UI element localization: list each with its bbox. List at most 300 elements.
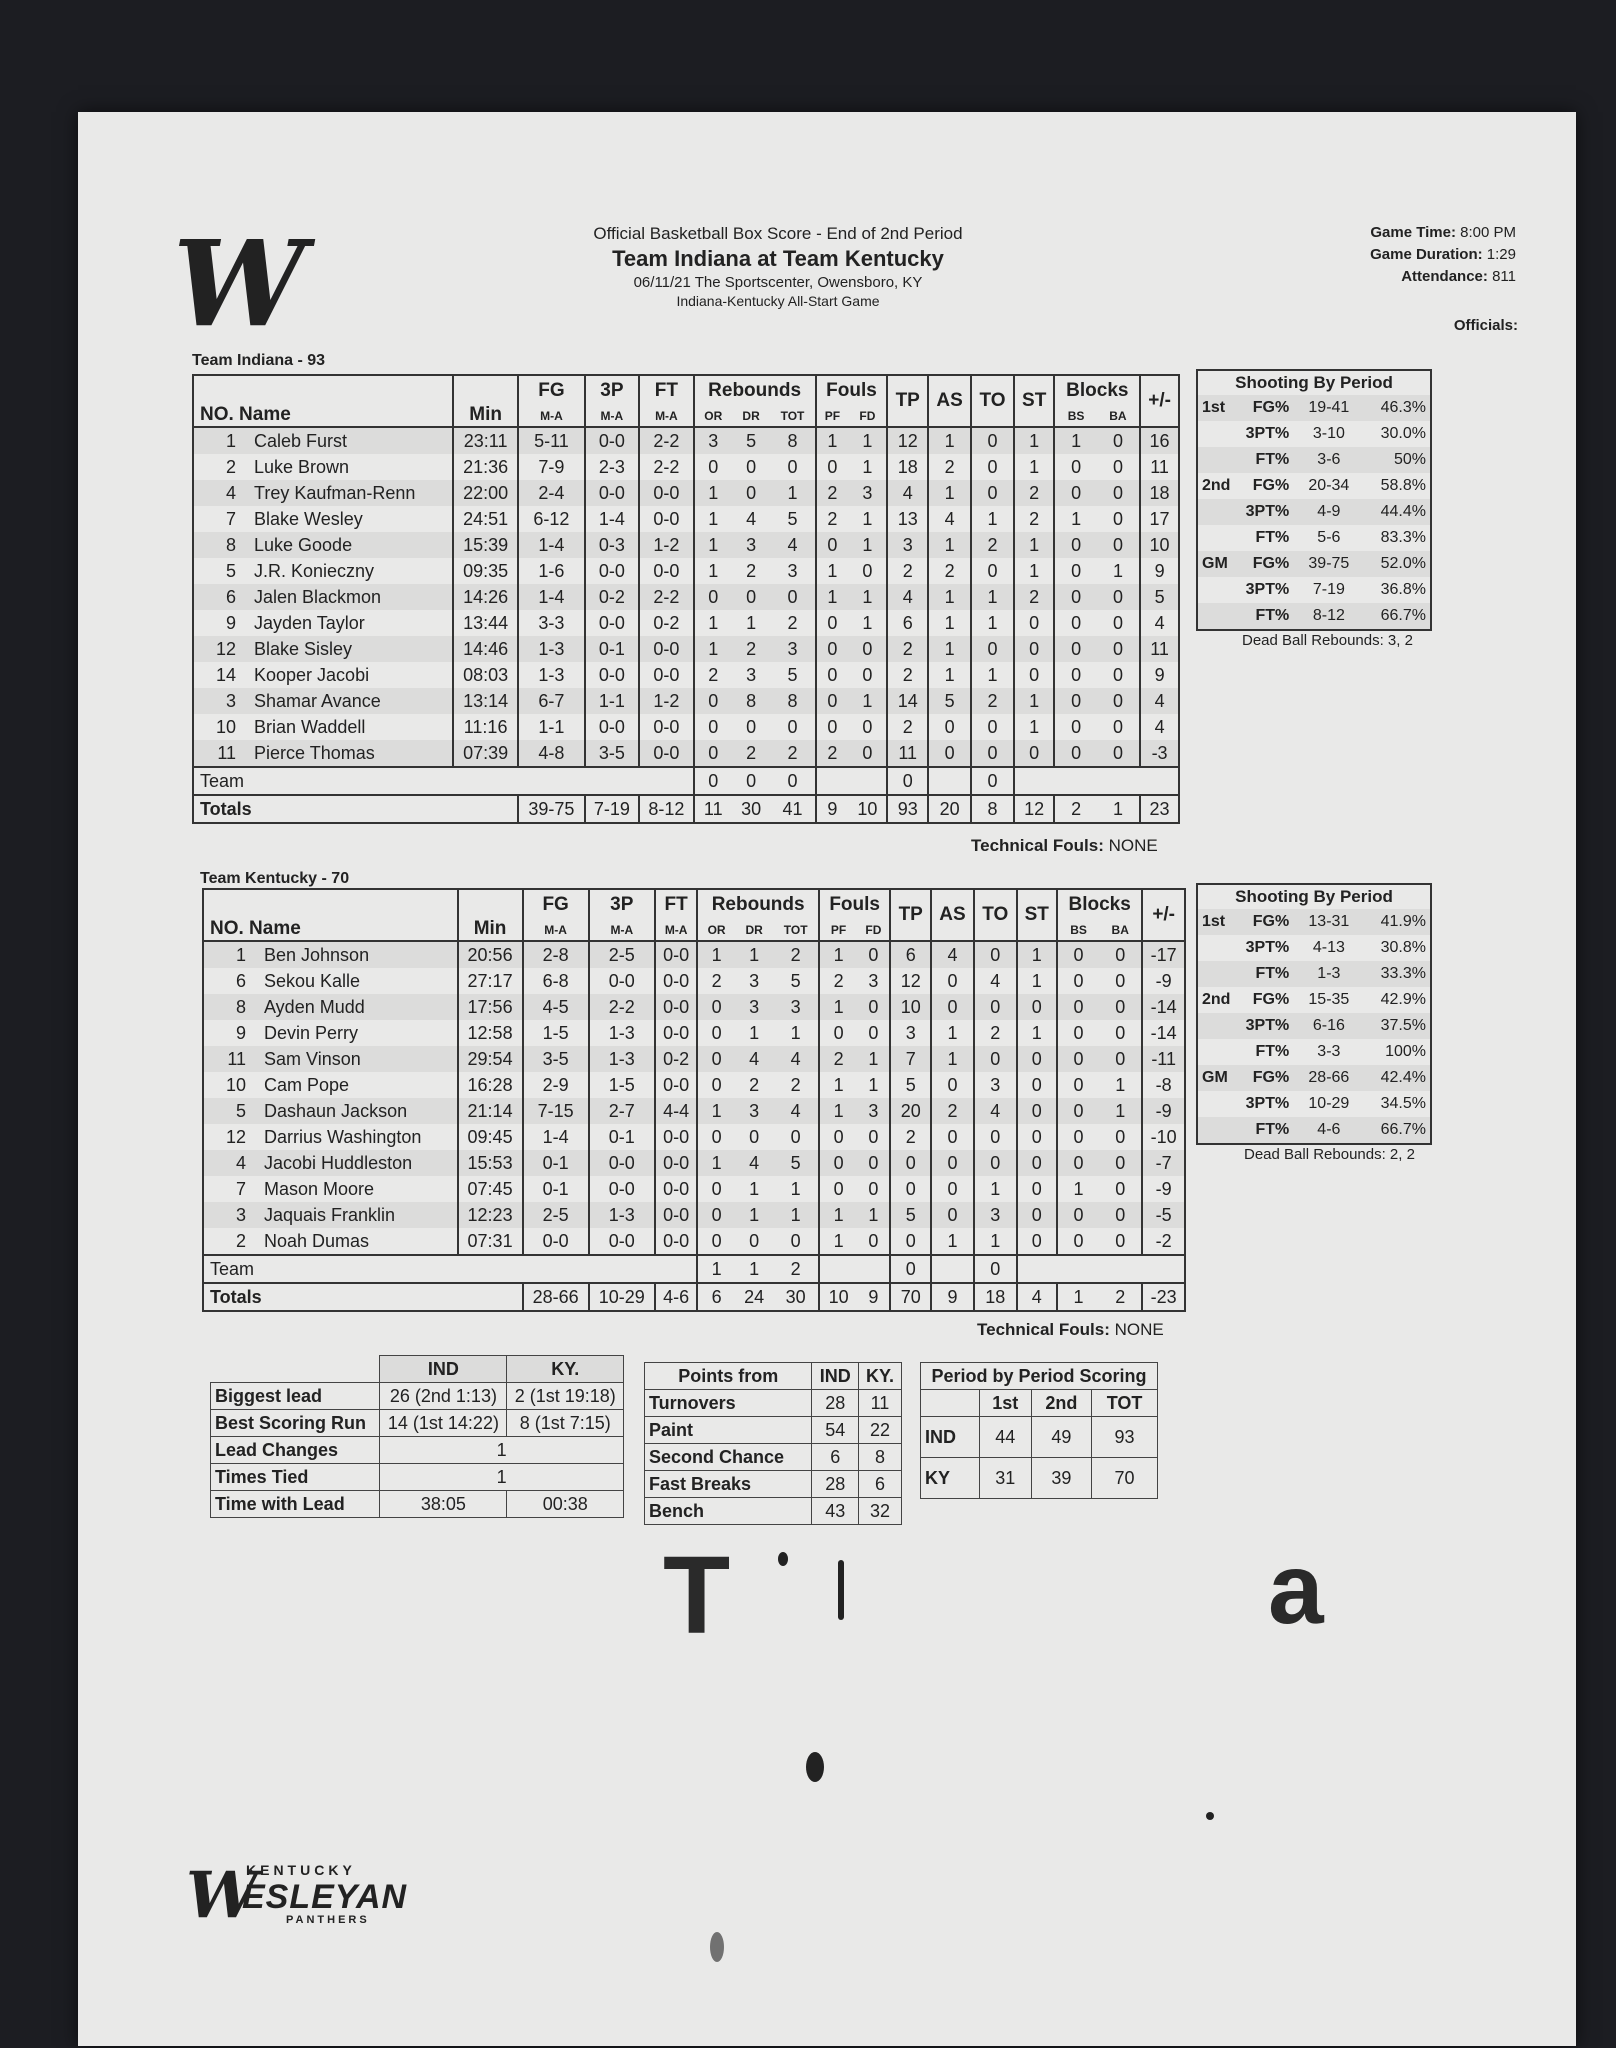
player-name: Darrius Washington <box>254 1124 458 1150</box>
event-name: Indiana-Kentucky All-Start Game <box>676 293 880 309</box>
col-bs: BS <box>1067 409 1085 423</box>
stat-cell: 1 <box>971 662 1014 688</box>
stat-cell: 0 <box>1097 532 1140 558</box>
col-min: Min <box>453 375 518 427</box>
stat-cell: 1 <box>774 1176 819 1202</box>
team-row-label: Team <box>193 767 694 795</box>
stat-cell: 0-0 <box>589 1176 655 1202</box>
stat-cell: 3-5 <box>523 1046 589 1072</box>
stat-cell: 0 <box>1054 636 1096 662</box>
stat-cell: 0-1 <box>589 1124 655 1150</box>
col-ft: FT <box>639 375 694 406</box>
totals-cell: 41 <box>770 795 815 823</box>
player-row <box>193 688 1179 714</box>
sbp-title: Shooting By Period <box>1235 887 1393 906</box>
sbp-title: Shooting By Period <box>1235 373 1393 392</box>
stat-cell: 2 <box>732 636 771 662</box>
wesleyan-w-logo: W <box>173 214 306 353</box>
indiana-technical-fouls <box>971 836 1158 856</box>
stat-cell: 1 <box>735 941 774 968</box>
stat-cell: 1 <box>928 636 971 662</box>
stat-cell: 0 <box>1097 610 1140 636</box>
stat-cell: 0-0 <box>523 1228 589 1255</box>
stat-cell: 1 <box>857 1046 890 1072</box>
stat-cell: 1 <box>928 584 971 610</box>
period-score: 49 <box>1031 1417 1091 1458</box>
stat-cell: 4 <box>203 1150 254 1176</box>
stat-cell: 0 <box>1014 610 1055 636</box>
stat-cell: 1 <box>1071 508 1082 529</box>
sbp-period <box>1198 421 1234 447</box>
empty-cell <box>819 1255 891 1283</box>
totals-cell: 24 <box>735 1283 774 1311</box>
stat-cell: 0 <box>819 1150 857 1176</box>
stat-cell: 0 <box>1099 1176 1142 1202</box>
indiana-dead-ball: Dead Ball Rebounds: 3, 2 <box>1242 632 1413 649</box>
stat-cell: 3 <box>749 970 760 991</box>
period-score: 39 <box>1031 1458 1091 1499</box>
stat-cell: -8 <box>1155 1074 1172 1095</box>
stat-cell: 2 <box>971 532 1014 558</box>
sbp-ma: 3-6 <box>1317 451 1341 468</box>
col-rebounds: Rebounds <box>694 375 816 406</box>
stat-cell: 1 <box>928 427 971 454</box>
stat-cell: 0 <box>774 1124 819 1150</box>
player-name: Luke Brown <box>244 454 453 480</box>
stat-cell: 8 <box>732 688 771 714</box>
stat-cell: 6-7 <box>518 688 584 714</box>
sbp-row <box>1198 525 1430 551</box>
sbp-row <box>1198 1013 1430 1039</box>
stat-cell: 12 <box>225 1126 246 1147</box>
stat-cell: 0 <box>816 532 849 558</box>
stat-cell: 2 <box>833 970 844 991</box>
col-no-name: NO. Name <box>203 889 458 941</box>
ink-stain <box>778 1552 788 1566</box>
col-bs: BS <box>1070 923 1087 937</box>
stat-cell: 1 <box>928 610 971 636</box>
stat-cell: 7 <box>890 1046 930 1072</box>
totals-cell: 39-75 <box>518 795 584 823</box>
stat-cell: 0 <box>928 740 971 767</box>
sbp-kind: FT% <box>1255 607 1290 624</box>
game-title: Team Indiana at Team Kentucky <box>612 246 944 271</box>
points-from-row <box>645 1498 902 1525</box>
stat-cell: 1 <box>848 584 887 610</box>
stat-cell: 0 <box>1017 1124 1057 1150</box>
stat-cell: 4 <box>735 1150 774 1176</box>
stat-cell: 1 <box>203 941 254 968</box>
team-tp: 0 <box>887 767 928 795</box>
sbp-kind: FT% <box>1255 529 1290 546</box>
stat-cell: 0 <box>711 1022 722 1043</box>
stat-cell: 2 <box>819 1046 857 1072</box>
ps-h1: 1st <box>979 1390 1031 1417</box>
stat-cell: 4 <box>887 584 928 610</box>
player-name: Jalen Blackmon <box>244 584 453 610</box>
totals-cell: 9 <box>816 795 849 823</box>
col-3p: 3P <box>585 375 640 406</box>
stat-cell: 0 <box>1057 1046 1099 1072</box>
player-name: Ben Johnson <box>254 941 458 968</box>
player-name: Jaquais Franklin <box>254 1202 458 1228</box>
col-ma: M-A <box>523 920 589 941</box>
stat-cell: 0 <box>971 636 1014 662</box>
attendance: 811 <box>1492 268 1516 285</box>
player-name: Ayden Mudd <box>254 994 458 1020</box>
stat-cell: 0 <box>1073 970 1084 991</box>
empty-cell <box>1014 767 1179 795</box>
sbp-pct: 83.3% <box>1380 529 1426 546</box>
stat-cell: 1 <box>1014 454 1055 480</box>
sbp-row <box>1198 1117 1430 1143</box>
stat-cell: 1 <box>1054 427 1096 454</box>
team-tp: 0 <box>890 1255 930 1283</box>
stat-cell: 1 <box>697 1098 734 1124</box>
stat-cell: 2-8 <box>523 941 589 968</box>
stat-cell: 12 <box>193 636 244 662</box>
col-st: ST <box>1017 889 1057 941</box>
team-dr: 0 <box>732 767 771 795</box>
stat-cell: 16:28 <box>458 1072 523 1098</box>
stat-cell: 2 <box>774 941 819 968</box>
stat-cell: 0 <box>1097 636 1140 662</box>
stat-cell: 0-0 <box>655 1228 698 1255</box>
points-from-ky: 32 <box>858 1498 901 1525</box>
stat-cell: 3 <box>770 558 815 584</box>
sbp-row <box>1198 473 1430 499</box>
stat-cell: 23:11 <box>453 427 518 454</box>
stat-cell: 0 <box>1099 1150 1142 1176</box>
stat-cell: 0 <box>697 994 734 1020</box>
empty-cell <box>1017 1255 1186 1283</box>
wesleyan-w: W <box>186 1858 258 1933</box>
col-as: AS <box>931 889 974 941</box>
stat-cell: 11 <box>1140 636 1179 662</box>
player-row <box>203 1202 1185 1228</box>
sbp-ma: 4-9 <box>1317 503 1341 520</box>
kentucky-title: Team Kentucky - 70 <box>200 870 350 887</box>
stat-cell: 0 <box>833 1178 844 1199</box>
stat-cell: 0 <box>1054 480 1096 506</box>
stat-cell: 2 <box>928 558 971 584</box>
game-time-label: Game Time: <box>1370 224 1456 241</box>
stat-cell: 08:03 <box>453 662 518 688</box>
game-stat-row <box>211 1383 624 1410</box>
col-pf: PF <box>830 923 847 937</box>
stat-cell: 1 <box>971 506 1014 532</box>
stat-cell: 0 <box>1097 740 1140 767</box>
stat-cell: 2 <box>928 454 971 480</box>
col-min: Min <box>458 889 523 941</box>
stat-cell: 0-0 <box>639 636 694 662</box>
sbp-pct: 36.8% <box>1380 581 1426 598</box>
game-stat-label: Time with Lead <box>211 1491 380 1518</box>
stat-cell: 7 <box>235 1178 246 1199</box>
player-row <box>203 994 1185 1020</box>
big-letter-a: a <box>1268 1533 1324 1645</box>
stat-cell: 0 <box>1017 1150 1057 1176</box>
stat-cell: 14 <box>887 688 928 714</box>
team-tot: 2 <box>774 1255 819 1283</box>
stat-cell: 0-0 <box>585 662 640 688</box>
player-row <box>203 1176 1185 1202</box>
points-from-label: Fast Breaks <box>645 1471 812 1498</box>
stat-cell: 0 <box>816 636 849 662</box>
game-time: 8:00 PM <box>1460 224 1516 241</box>
col-no-name: NO. Name <box>193 375 453 427</box>
sbp-row <box>1198 603 1430 629</box>
stat-cell: 0 <box>857 941 890 968</box>
col-or: OR <box>704 409 723 423</box>
stat-cell: 7-15 <box>523 1098 589 1124</box>
player-name: Pierce Thomas <box>244 740 453 767</box>
stat-cell: 0 <box>890 1228 930 1255</box>
player-row <box>193 532 1179 558</box>
game-stat-ky: 2 (1st 19:18) <box>507 1383 624 1410</box>
stat-cell: 0-2 <box>655 1046 698 1072</box>
indiana-shooting-by-period <box>1196 369 1432 631</box>
stat-cell: 2 <box>711 970 722 991</box>
player-row <box>193 740 1179 767</box>
stat-cell: 4 <box>193 480 244 506</box>
stat-cell: 07:31 <box>458 1228 523 1255</box>
stat-cell: 2 <box>732 740 771 767</box>
stat-cell: 5 <box>732 427 771 454</box>
sbp-ma: 19-41 <box>1308 399 1350 416</box>
col-pf: PF <box>824 409 841 423</box>
stat-cell: 0 <box>827 664 838 685</box>
stat-cell: 0 <box>1017 994 1057 1020</box>
stat-cell: 2 <box>887 558 928 584</box>
period-score: 70 <box>1092 1458 1158 1499</box>
stat-cell: 1 <box>816 584 849 610</box>
game-stat-ind: 26 (2nd 1:13) <box>380 1383 507 1410</box>
stat-cell: 0 <box>1073 1126 1084 1147</box>
stat-cell: 0 <box>1017 1228 1057 1255</box>
stat-cell: 3 <box>746 664 757 685</box>
stat-cell: 4 <box>770 532 815 558</box>
stat-cell: 0 <box>1073 1230 1084 1251</box>
stat-cell: 0-0 <box>589 1228 655 1255</box>
pf-h-ind: IND <box>812 1363 859 1390</box>
sbp-period <box>1198 935 1234 961</box>
game-stat-value: 1 <box>380 1464 624 1491</box>
stat-cell: 1 <box>770 480 815 506</box>
player-name: Sam Vinson <box>254 1046 458 1072</box>
stat-cell: 0 <box>746 456 757 477</box>
stat-cell: 0 <box>890 1150 930 1176</box>
stat-cell: 20 <box>890 1098 930 1124</box>
totals-cell: 30 <box>774 1283 819 1311</box>
col-to: TO <box>974 889 1017 941</box>
points-from-ky: 11 <box>858 1390 901 1417</box>
pf-h-label: Points from <box>645 1363 812 1390</box>
period-score: 44 <box>979 1417 1031 1458</box>
stat-cell: 2 <box>816 480 849 506</box>
stat-cell: 16 <box>1140 427 1179 454</box>
stat-cell: 3 <box>857 968 890 994</box>
stat-cell: 2 <box>887 636 928 662</box>
stat-cell: 0 <box>694 740 732 767</box>
stat-cell: 6-8 <box>523 968 589 994</box>
header-center <box>518 224 1038 309</box>
stat-cell: 0 <box>857 1124 890 1150</box>
stat-cell: 13:44 <box>453 610 518 636</box>
col-fouls: Fouls <box>819 889 891 920</box>
stat-cell: 0 <box>1017 1046 1057 1072</box>
player-name: Kooper Jacobi <box>244 662 453 688</box>
stat-cell: 0 <box>1073 1022 1084 1043</box>
col-tot: TOT <box>774 920 819 941</box>
stat-cell: 0 <box>749 1230 760 1251</box>
stat-cell: 2-2 <box>639 454 694 480</box>
sbp-pct: 52.0% <box>1380 555 1426 572</box>
sbp-period <box>1198 1091 1234 1117</box>
points-from-label: Paint <box>645 1417 812 1444</box>
game-stats-table <box>210 1355 624 1518</box>
kentucky-word: KENTUCKY <box>246 1862 356 1878</box>
sbp-pct: 42.9% <box>1380 991 1426 1008</box>
stat-cell: 1 <box>1014 427 1055 454</box>
stat-cell: 10 <box>225 1074 246 1095</box>
col-ma: M-A <box>518 406 584 427</box>
technical-value: NONE <box>1108 836 1158 855</box>
game-stat-row <box>211 1437 624 1464</box>
technical-label: Technical Fouls: <box>971 836 1104 855</box>
sbp-row <box>1198 499 1430 525</box>
stat-cell: 0 <box>931 1202 974 1228</box>
stat-cell: 0-1 <box>523 1176 589 1202</box>
stat-cell: 0-2 <box>585 584 640 610</box>
stat-cell: 1 <box>697 1150 734 1176</box>
stat-cell: 1-5 <box>523 1020 589 1046</box>
stat-cell: 2 <box>708 664 719 685</box>
stat-cell: 0-2 <box>639 610 694 636</box>
sbp-kind: FT% <box>1255 1043 1290 1060</box>
totals-cell: 1 <box>1097 795 1140 823</box>
stat-cell: 2-5 <box>523 1202 589 1228</box>
totals-cell: 12 <box>1014 795 1055 823</box>
totals-cell: 10 <box>848 795 887 823</box>
totals-cell: 4 <box>1017 1283 1057 1311</box>
ink-stain <box>710 1932 724 1962</box>
stat-cell: 2-5 <box>589 941 655 968</box>
sbp-ma: 8-12 <box>1312 607 1345 624</box>
stat-cell: 1 <box>816 427 849 454</box>
stat-cell: 2 <box>931 1098 974 1124</box>
stat-cell: 0 <box>1099 941 1142 968</box>
team-to: 0 <box>974 1255 1017 1283</box>
totals-cell: 10-29 <box>589 1283 655 1311</box>
player-name: Devin Perry <box>254 1020 458 1046</box>
stat-cell: 0 <box>732 480 771 506</box>
stat-cell: 9 <box>225 612 236 633</box>
empty-cell <box>928 767 971 795</box>
sbp-row <box>1198 1065 1430 1091</box>
stat-cell: 2 <box>770 610 815 636</box>
totals-cell: 18 <box>974 1283 1017 1311</box>
sbp-ma: 6-16 <box>1312 1017 1345 1034</box>
stat-cell: 0 <box>1054 584 1096 610</box>
kentucky-dead-ball: Dead Ball Rebounds: 2, 2 <box>1244 1146 1415 1163</box>
stat-cell: 0-0 <box>639 662 694 688</box>
game-stat-row <box>211 1410 624 1437</box>
game-stat-ky: 00:38 <box>507 1491 624 1518</box>
points-from-row <box>645 1471 902 1498</box>
stat-cell: 3 <box>890 1020 930 1046</box>
player-name: Shamar Avance <box>244 688 453 714</box>
stat-cell: 4-8 <box>518 740 584 767</box>
stat-cell: 1 <box>697 941 734 968</box>
sbp-pct: 100% <box>1385 1043 1426 1060</box>
stat-cell: 22:00 <box>453 480 518 506</box>
stat-cell: 1 <box>848 506 887 532</box>
stat-cell: 3 <box>848 480 887 506</box>
stat-cell: 1 <box>749 1022 760 1043</box>
stat-cell: 0 <box>1099 994 1142 1020</box>
stat-cell: 8 <box>770 427 815 454</box>
sbp-period <box>1198 1117 1234 1143</box>
stat-cell: 0 <box>1099 1202 1142 1228</box>
game-stat-label: Biggest lead <box>211 1383 380 1410</box>
col-fouls: Fouls <box>816 375 888 406</box>
stat-cell: 11 <box>203 1046 254 1072</box>
stat-cell: 1 <box>708 508 719 529</box>
stat-cell: 10 <box>215 716 236 737</box>
period-scoring-table <box>920 1362 1158 1499</box>
stat-cell: -14 <box>1150 1022 1177 1043</box>
col-to: TO <box>971 375 1014 427</box>
totals-cell: 70 <box>890 1283 930 1311</box>
stat-cell: 1-1 <box>585 688 640 714</box>
player-row <box>193 480 1179 506</box>
stat-cell: 0 <box>848 740 887 767</box>
stat-cell: 14:26 <box>453 584 518 610</box>
player-name: Noah Dumas <box>254 1228 458 1255</box>
period-score: 31 <box>979 1458 1031 1499</box>
stat-cell: 2 <box>816 740 849 767</box>
team-to: 0 <box>971 767 1014 795</box>
stat-cell: 4 <box>735 1046 774 1072</box>
stat-cell: 0 <box>1097 688 1140 714</box>
stat-cell: 0 <box>697 1202 734 1228</box>
stat-cell: 3 <box>735 1098 774 1124</box>
stat-cell: 0 <box>708 456 719 477</box>
sbp-row <box>1198 395 1430 421</box>
player-row <box>193 662 1179 688</box>
sbp-pct: 34.5% <box>1380 1095 1426 1112</box>
col-tp: TP <box>890 889 930 941</box>
stat-cell: 6 <box>887 610 928 636</box>
stat-cell: 1 <box>694 636 732 662</box>
empty-cell <box>816 767 888 795</box>
stat-cell: 0-0 <box>655 968 698 994</box>
stat-cell: 9 <box>235 1022 246 1043</box>
points-from-ind: 54 <box>812 1417 859 1444</box>
sbp-period <box>1198 603 1234 629</box>
duration: 1:29 <box>1486 246 1516 263</box>
stat-cell: -9 <box>1155 970 1172 991</box>
sbp-row <box>1198 909 1430 935</box>
stat-cell: 1 <box>857 1202 890 1228</box>
ps-h3: TOT <box>1092 1390 1158 1417</box>
stat-cell: 0 <box>931 994 974 1020</box>
stat-cell: 1 <box>848 532 887 558</box>
game-stat-ind: 14 (1st 14:22) <box>380 1410 507 1437</box>
stat-cell: 4 <box>887 480 928 506</box>
col-ft: FT <box>655 889 698 920</box>
